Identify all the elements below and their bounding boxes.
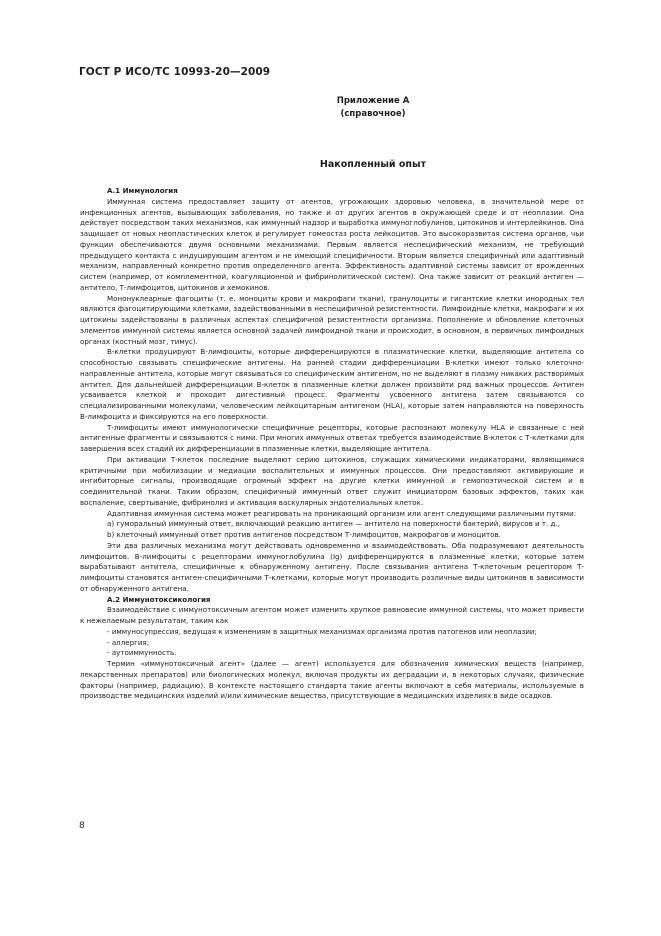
- subsection-heading-immunotoxicology: А.2 Иммунотоксикология: [107, 594, 211, 604]
- paragraph: Взаимодействие с иммунотоксичным агентом может изменить хрупкое равновесие иммунной системы, что может привести к нежелаемым результатам, таким как: [80, 605, 584, 625]
- paragraph: Эти два различных механизма могут действовать одновременно и взаимодействовать. Оба подразумевают деятельность лимфоцитов. В-лимфоциты с рецепторами иммуноглобулина (Ig) дифференцируются в плазменные клетки, которые затем вырабатывают антитела, специфичные к обнаруженному антигену. После связывания антигена Т-клеточным рецептором Т-лимфоциты становятся антиген-специфичными Т-клетками, которые могут производить различные виды цитокинов в зависимости от обнаруженного антигена.: [80, 540, 584, 593]
- document-header: ГОСТ Р ИСО/ТС 10993-20—2009: [79, 66, 271, 78]
- list-item: - аутоиммунность.: [107, 648, 177, 658]
- paragraph: В-клетки продуцируют В-лимфоциты, которые дифференцируются в плазматические клетки, выделяющие антитела со способностью связывать специфические антигены. На ранней стадии дифференциации В-клетки имеют только клеточно-направленные антитела, которые могут связываться со специфическим антигеном, но не выделяют в плазму никаких растворимых антител. Для дальнейшей дифференциации В-клеток в плазменные клетки должен произойти ряд важных процессов. Антиген усваивается клеткой и проходит дигестивный процесс. Фрагменты усвоенного антигена затем связываются со специализированными молекулами, человеческим лейкоцитарным антигеном (HLA), которые затем направляются на поверхность В-лимфоцита и фиксируются на его поверхности.: [80, 347, 584, 421]
- paragraph: Мононуклеарные фагоциты (т. е. моноциты крови и макрофаги ткани), гранулоциты и гигантские клетки инородных тел являются фагоцитирующими клетками, задействованными в неспецифичной резистентности. Лимфоидные клетки, макрофаги и их цитокины задействованы в различных аспектах специфичной резистентности организма. Пополнение и обновление клеточных элементов иммунной системы является основной задачей лимфоидной ткани и происходит, в основном, в первичных лимфоидных органах (костный мозг, тимус).: [80, 293, 584, 346]
- subsection-heading-immunology: А.1 Иммунология: [107, 186, 178, 195]
- list-item: - иммуносупрессия, ведущая к изменениям в защитных механизмах организма против патогенов или неоплазии;: [107, 626, 537, 636]
- list-item: - аллергия;: [107, 637, 150, 647]
- page-number: 8: [79, 821, 85, 831]
- paragraph: Иммунная система предоставляет защиту от агентов, угрожающих здоровью человека, в значительной мере от инфекционных агентов, вызывающих заболевания, но также и от других агентов в окружающей среде и от неоплазии. Она действует посредством таких механизмов, как иммунный надзор и выработка иммуноглобулинов, цитокинов и интерлейкинов. Она защищает от новых неопластических клеток и регулирует гомеостаз роста лейкоцитов. Это высокоразвитая система органов, чьи функции обеспечиваются двумя основными механизмами. Первым является неспецифический механизм, не требующий предыдущего контакта с индуцирующим агентом и не имеющий специфичности. Вторым является специфичный или адаптивный механизм, направленный конкретно против определенного агента. Эффективность адаптивной системы зависит от врожденных систем (например, от комплементной, коагуляционной и фибринолитической систем). Она также зависит от реакций антиген — антитело, Т-лимфоцитов, цитокинов и хемокинов.: [80, 196, 584, 292]
- list-item: а) гуморальный иммунный ответ, включающий реакцию антиген — антитело на поверхности бактерий, вирусов и т. д.,: [107, 519, 560, 529]
- paragraph: Термин «иммунотоксичный агент» (далее — агент) используется для обозначения химических веществ (например, лекарственных препаратов) или биологических молекул, включая продукты их деградации и, в некоторых случаях, физические факторы (например, радиацию). В контексте настоящего стандарта такие агенты включают в себя материалы, используемые в производстве медицинских изделий и/или химические вещества, присутствующие в медицинских изделиях в виде осадков.: [80, 659, 584, 701]
- paragraph: При активации Т-клеток последние выделяют серию цитокинов, служащих химическими индикаторами, являющимися критичными при мобилизации и медиации воспалительных и иммунных процессов. Они предоставляют активирующие и ингибиторные сигналы, производящие огромный эффект на другие клетки иммунной и гемопоэтической систем и в соединительной ткани. Таким образом, специфичный иммунный ответ служит инициатором базовых эффектов, таких как воспаление, свертывание, фибринолиз и активация васкулярных эндотелиальных клеток.: [80, 454, 584, 507]
- annex-title: Приложение А: [336, 96, 410, 106]
- paragraph: Т-лимфоциты имеют иммунологически специфичные рецепторы, которые распознают молекулу HLA и связанные с ней антигенные фрагменты и связываются с ними. При многих иммунных ответах требуется взаимодействие В-клеток с Т-клетками для завершения всех стадий их дифференциации в плазменные клетки, выделяющие антитела.: [80, 422, 584, 453]
- document-body: [80, 186, 584, 702]
- list-item: b) клеточный иммунный ответ против антигенов посредством Т-лимфоцитов, макрофагов и моноцитов.: [107, 530, 501, 539]
- section-title: Накопленный опыт: [319, 159, 427, 170]
- paragraph: Адаптивная иммунная система может реагировать на проникающий организм или агент следующими различными путями:: [107, 508, 577, 518]
- annex-subtitle: (справочное): [340, 109, 406, 119]
